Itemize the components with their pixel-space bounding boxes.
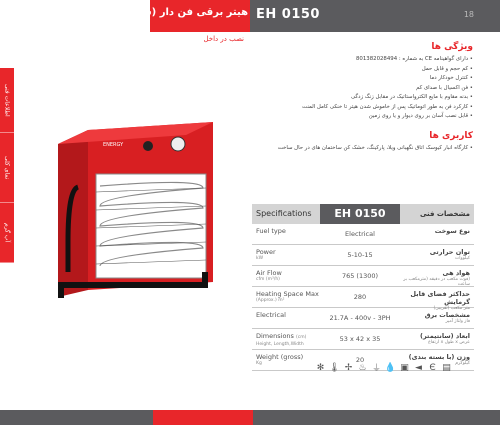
- spec-label: Fuel type: [256, 227, 286, 235]
- table-row: [252, 245, 474, 266]
- spec-label-fa: ابعاد (سانتیمتر): [420, 332, 470, 340]
- side-tabs: [0, 68, 14, 263]
- spec-unit: Height, Length,Width: [256, 342, 304, 347]
- spec-value: 21.7A - 400v - 3PH: [329, 314, 391, 322]
- spec-label: Electrical: [256, 311, 286, 319]
- side-tab-water[interactable]: آب گرم: [0, 203, 14, 263]
- table-row: [252, 266, 474, 287]
- list-item: • کارکرد فن به طور اتوماتیک پس از خاموش شدن هیتر تا خنکی کامل المنت: [243, 103, 473, 113]
- spec-value: 765 (1300): [341, 272, 379, 280]
- list-item: • دارای گواهینامه CE به شماره : 801382028494: [243, 55, 473, 65]
- list-item: • بدنه مقاوم با مایع الکترواستاتیک در مقابل زنگ زدگی: [243, 93, 473, 103]
- product-subtitle: نصب در داخل: [203, 35, 244, 43]
- drop-icon: 💧: [384, 362, 397, 373]
- list-item: • کنترل خودکار دما: [243, 74, 473, 84]
- header-right: مشخصات فنی: [419, 210, 470, 218]
- spec-label-fa: نوع سوخت: [434, 227, 470, 235]
- table-row: [252, 308, 474, 329]
- features-list: [243, 55, 473, 122]
- table-header: [252, 204, 474, 224]
- feature-icons: [315, 362, 452, 373]
- spec-unit-fa: کیلوگرم: [455, 361, 470, 366]
- heater-image: [48, 122, 238, 302]
- spec-label-fa: مشخصات برق: [424, 311, 470, 319]
- product-title: هیتر برقی فن دار (سه فاز): [111, 7, 248, 18]
- bottom-bar: [0, 410, 500, 425]
- spec-unit-top: (cm): [296, 335, 307, 340]
- page-number: 18: [463, 10, 474, 19]
- spec-value: 53 x 42 x 35: [339, 335, 381, 343]
- top-bar: [0, 0, 500, 32]
- spec-label-fa: حداکثر فضای قابل گرمایش: [410, 290, 470, 306]
- spec-label: Heating Space Max: [256, 290, 319, 298]
- list-item: • کارگاه انبار کیوسک اتاق نگهبانی ویلا، پارکینگ، خشک کن ساختمان های در حال ساخت: [243, 144, 473, 154]
- ip-icon: ▣: [400, 362, 409, 373]
- spec-value: 280: [353, 293, 367, 301]
- spec-unit: (Approx.) m²: [256, 298, 285, 303]
- fan-icon: ✢: [344, 362, 353, 373]
- spec-unit-fa: متر مکعب (تقریبی): [433, 306, 470, 311]
- flame-icon: ♨: [358, 362, 367, 373]
- spec-label-fa: هواد هی: [442, 269, 470, 277]
- spec-unit-fa: فاز ولتاژ آمپر: [445, 319, 470, 324]
- spec-label-fa: توان حرارتی: [429, 248, 470, 256]
- header-model: EH 0150: [320, 204, 400, 224]
- snowflake-icon: ✻: [316, 362, 325, 373]
- features-title: ویژگی ها: [431, 42, 473, 52]
- spec-value: 5-10-15: [347, 251, 373, 259]
- speaker-icon: ◄: [415, 362, 422, 373]
- table-row: [252, 224, 474, 245]
- spec-unit: kW: [256, 256, 264, 261]
- spec-unit: Kg: [256, 361, 262, 366]
- side-tab-overview[interactable]: نمای کلی: [0, 133, 14, 203]
- spec-label-fa: وزن (با بسته بندی): [408, 353, 470, 361]
- spec-label: Dimensions: [256, 332, 294, 340]
- spec-unit-fa: عرض x طول x ارتفاع: [428, 340, 470, 345]
- ce-icon: Є: [429, 362, 436, 373]
- spec-label: Power: [256, 248, 276, 256]
- model-name: EH 0150: [256, 7, 320, 22]
- heater-brand: ENERGY: [103, 142, 124, 148]
- plug-icon: ⏚: [371, 364, 381, 374]
- thermometer-icon: 🌡: [328, 362, 341, 373]
- spec-value: Electrical: [345, 230, 375, 238]
- spec-label: Air Flow: [256, 269, 282, 277]
- side-tab-tech[interactable]: اطلاعات فنی: [0, 68, 14, 133]
- spec-value: 20: [355, 356, 365, 364]
- applications-title: کاربری ها: [429, 131, 473, 141]
- header-left: Specifications: [256, 209, 312, 218]
- specs-table: [252, 204, 474, 374]
- eac-icon: ▤: [442, 362, 451, 373]
- spec-unit: cfm (m³/h): [256, 277, 280, 282]
- spec-unit-fa: (فوت مکعب در دقیقه (مترمکعب بر ساعت: [403, 277, 470, 287]
- spec-label: Weight (gross): [256, 353, 304, 361]
- spec-unit-fa: کیلووات: [455, 256, 470, 261]
- table-row: [252, 329, 474, 350]
- applications-list: [243, 144, 473, 154]
- list-item: • قابل نصب آسان بر روی دیوار و یا روی زمین: [243, 112, 473, 122]
- list-item: • فن اکسیال با صدای کم: [243, 84, 473, 94]
- list-item: • کم حجم و قابل حمل: [243, 65, 473, 75]
- table-row: [252, 287, 474, 311]
